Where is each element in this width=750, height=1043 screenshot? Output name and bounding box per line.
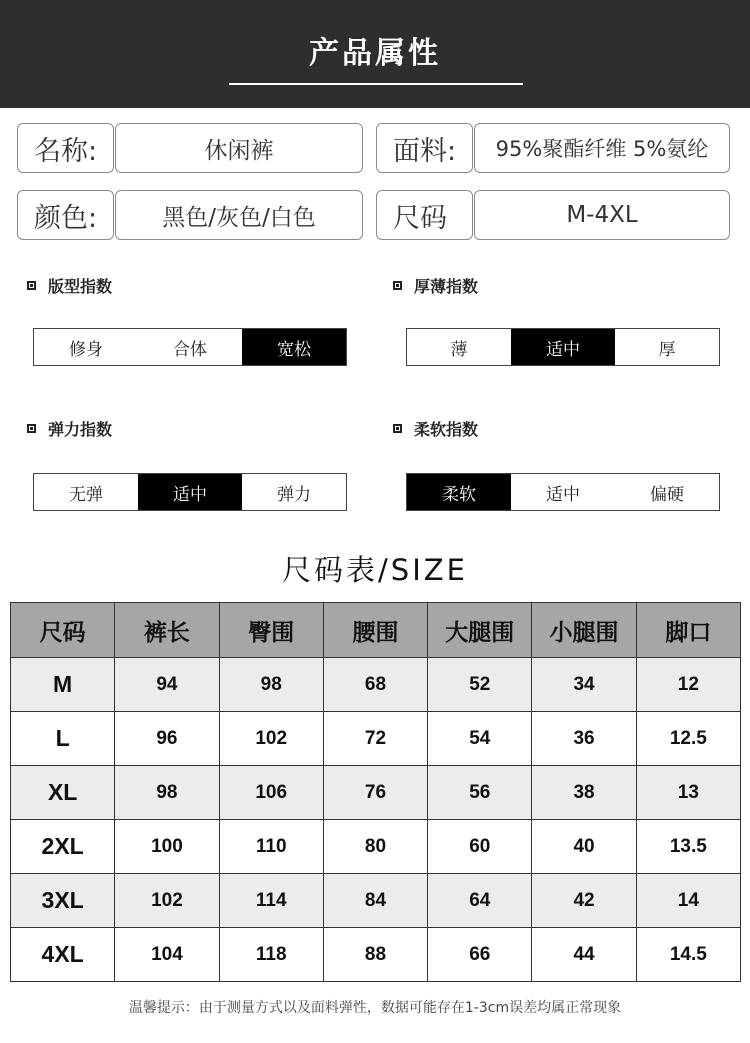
table-row bbox=[11, 766, 741, 820]
index-title-text: 厚薄指数 bbox=[414, 276, 479, 296]
table-cell: 64 bbox=[428, 874, 532, 928]
table-row bbox=[11, 874, 741, 928]
scale-elasticity bbox=[33, 473, 347, 511]
scale-option: 偏硬 bbox=[650, 484, 684, 505]
attr-label-color: 颜色: bbox=[17, 190, 114, 240]
index-title-text: 柔软指数 bbox=[414, 419, 479, 439]
table-cell: 13.5 bbox=[636, 820, 740, 874]
table-cell: 52 bbox=[428, 658, 532, 712]
table-cell: 13 bbox=[636, 766, 740, 820]
table-cell: 44 bbox=[532, 928, 636, 982]
table-cell: 72 bbox=[323, 712, 427, 766]
scale-option: 弹力 bbox=[277, 484, 311, 505]
title-underline bbox=[229, 83, 523, 85]
table-row bbox=[11, 820, 741, 874]
index-title-text: 版型指数 bbox=[48, 276, 113, 296]
scale-option: 无弹 bbox=[69, 484, 103, 505]
table-cell: 60 bbox=[428, 820, 532, 874]
bullet-square-icon bbox=[27, 424, 36, 433]
table-cell: 102 bbox=[115, 874, 219, 928]
size-table-header-row bbox=[11, 603, 741, 658]
table-cell: 80 bbox=[323, 820, 427, 874]
scale-option: 修身 bbox=[69, 339, 103, 360]
header-cell: 小腿围 bbox=[532, 603, 636, 658]
size-chart-title: 尺码表/SIZE bbox=[282, 553, 468, 587]
scale-softness bbox=[406, 473, 720, 511]
table-cell: L bbox=[11, 712, 115, 766]
header-banner bbox=[0, 0, 750, 108]
header-cell: 腰围 bbox=[323, 603, 427, 658]
size-table bbox=[10, 602, 741, 982]
table-cell: 12 bbox=[636, 658, 740, 712]
table-cell: 3XL bbox=[11, 874, 115, 928]
bullet-square-icon bbox=[27, 281, 36, 290]
scale-option: 合体 bbox=[173, 339, 207, 360]
scale-fit bbox=[33, 328, 347, 366]
table-cell: 96 bbox=[115, 712, 219, 766]
index-title-softness bbox=[393, 417, 478, 439]
table-cell: 4XL bbox=[11, 928, 115, 982]
table-cell: 40 bbox=[532, 820, 636, 874]
page-title: 产品属性 bbox=[309, 36, 441, 71]
table-row bbox=[11, 712, 741, 766]
scale-option: 厚 bbox=[658, 339, 676, 360]
header-cell: 裤长 bbox=[115, 603, 219, 658]
header-cell: 大腿围 bbox=[428, 603, 532, 658]
attr-value-color: 黑色/灰色/白色 bbox=[115, 190, 363, 240]
table-cell: 110 bbox=[219, 820, 323, 874]
table-cell: 106 bbox=[219, 766, 323, 820]
table-cell: 98 bbox=[115, 766, 219, 820]
table-cell: 14.5 bbox=[636, 928, 740, 982]
index-title-fit bbox=[27, 274, 112, 296]
table-cell: 14 bbox=[636, 874, 740, 928]
attr-value-fabric: 95%聚酯纤维 5%氨纶 bbox=[474, 123, 730, 173]
index-title-elasticity bbox=[27, 417, 112, 439]
table-cell: 66 bbox=[428, 928, 532, 982]
table-cell: 36 bbox=[532, 712, 636, 766]
bullet-square-icon bbox=[393, 281, 402, 290]
table-row bbox=[11, 928, 741, 982]
table-cell: 54 bbox=[428, 712, 532, 766]
table-cell: 118 bbox=[219, 928, 323, 982]
table-cell: 42 bbox=[532, 874, 636, 928]
table-cell: 94 bbox=[115, 658, 219, 712]
attr-label-fabric: 面料: bbox=[376, 123, 473, 173]
table-cell: M bbox=[11, 658, 115, 712]
scale-option: 适中 bbox=[546, 484, 580, 505]
scale-option: 薄 bbox=[450, 339, 468, 360]
scale-option: 柔软 bbox=[407, 474, 511, 510]
footnote-tip: 温馨提示：由于测量方式以及面料弹性，数据可能存在1-3cm误差均属正常现象 bbox=[128, 1000, 622, 1016]
table-cell: 98 bbox=[219, 658, 323, 712]
attr-value-name: 休闲裤 bbox=[115, 123, 363, 173]
attr-label-size: 尺码 bbox=[376, 190, 473, 240]
table-cell: 56 bbox=[428, 766, 532, 820]
header-cell: 臀围 bbox=[219, 603, 323, 658]
table-cell: 104 bbox=[115, 928, 219, 982]
index-title-thickness bbox=[393, 274, 478, 296]
table-cell: XL bbox=[11, 766, 115, 820]
table-cell: 68 bbox=[323, 658, 427, 712]
index-title-text: 弹力指数 bbox=[48, 419, 113, 439]
bullet-square-icon bbox=[393, 424, 402, 433]
header-cell: 尺码 bbox=[11, 603, 115, 658]
scale-thickness bbox=[406, 328, 720, 366]
attr-label-name: 名称: bbox=[17, 123, 114, 173]
table-row bbox=[11, 658, 741, 712]
table-cell: 88 bbox=[323, 928, 427, 982]
table-cell: 102 bbox=[219, 712, 323, 766]
scale-option: 适中 bbox=[138, 474, 242, 510]
table-cell: 38 bbox=[532, 766, 636, 820]
table-cell: 100 bbox=[115, 820, 219, 874]
table-cell: 2XL bbox=[11, 820, 115, 874]
scale-option: 适中 bbox=[511, 329, 615, 365]
attr-value-size: M-4XL bbox=[474, 190, 730, 240]
table-cell: 84 bbox=[323, 874, 427, 928]
table-cell: 34 bbox=[532, 658, 636, 712]
table-cell: 12.5 bbox=[636, 712, 740, 766]
table-cell: 114 bbox=[219, 874, 323, 928]
table-cell: 76 bbox=[323, 766, 427, 820]
scale-option: 宽松 bbox=[242, 329, 346, 365]
header-cell: 脚口 bbox=[636, 603, 740, 658]
